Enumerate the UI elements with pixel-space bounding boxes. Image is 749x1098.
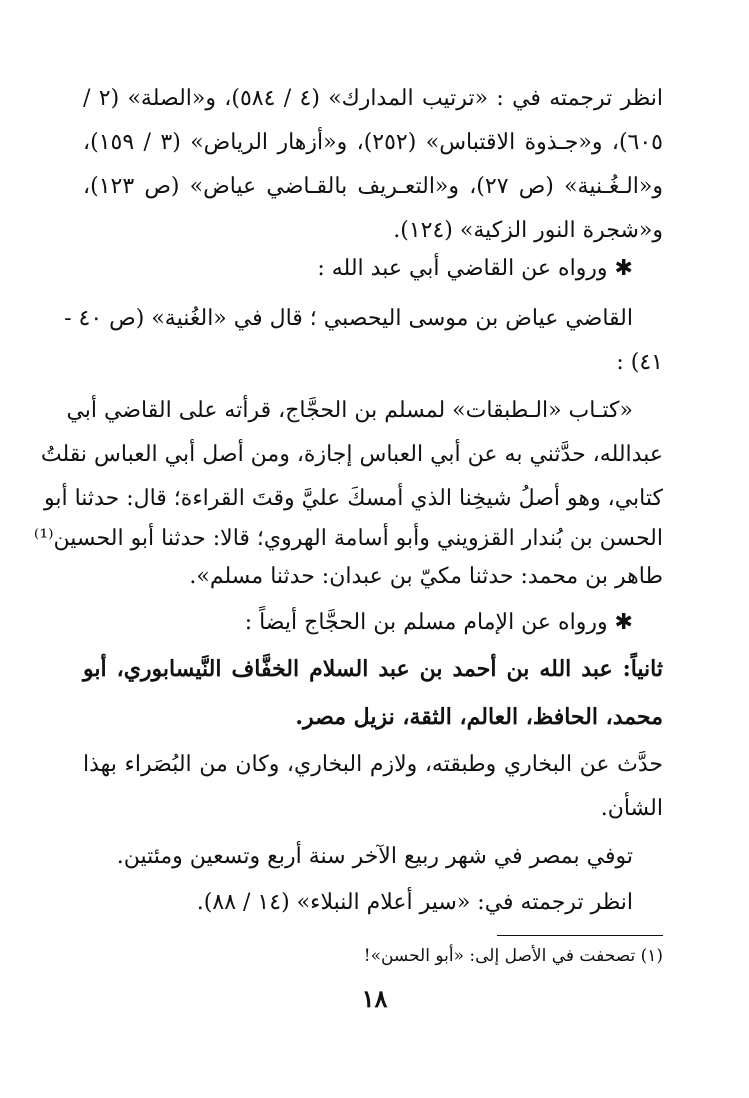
quote-line-3: كتابي، وهو أصلُ شيخِنا الذي أمسكَ عليَّ وقتَ القراءة؛ قال: حدثنا أبو <box>44 486 663 511</box>
text-line-3: و«الـغُـنية» (ص ٢٧)، و«التعـريف بالقـاضي عياض» (ص ١٢٣)، <box>83 174 664 199</box>
section-heading-1: ✱ ورواه عن القاضي أبي عبد الله : <box>317 256 633 281</box>
text-line-4: و«شجرة النور الزكية» (١٢٤). <box>393 218 663 243</box>
page-number: ١٨ <box>361 984 388 1013</box>
quote-line-2: عبدالله، حدَّثني به عن أبي العباس إجازة، ومن أصل أبي العباس نقلتُ <box>40 442 663 467</box>
section-heading-2: ✱ ورواه عن الإمام مسلم بن الحجَّاج أيضاً : <box>244 610 633 635</box>
footnote-divider <box>497 935 663 936</box>
footnote: (١) تصحفت في الأصل إلى: «أبو الحسن»! <box>363 946 663 966</box>
text-line-6: القاضي عياض بن موسى اليحصبي ؛ قال في «الغُنية» (ص ٤٠ - <box>64 306 633 331</box>
text-line-1: انظر ترجمته في : «ترتيب المدارك» (٤ / ٥٨٤)، و«الصلة» (٢ / <box>83 86 663 111</box>
quote-line-4: الحسن بن بُندار القزويني وأبو أسامة الهروي؛ قالا: حدثنا أبو الحسين⁽¹⁾ <box>33 526 663 551</box>
text-line-7: ٤١) : <box>616 350 663 375</box>
biography-line-1: حدَّث عن البخاري وطبقته، ولازم البخاري، وكان من البُصَراء بهذا <box>83 752 663 777</box>
quote-line-5: طاهر بن محمد: حدثنا مكيّ بن عبدان: حدثنا مسلم». <box>189 564 663 589</box>
death-date-line: توفي بمصر في شهر ربيع الآخر سنة أربع وتسعين ومئتين. <box>116 844 633 869</box>
biography-heading-line-2: محمد، الحافظ، العالم، الثقة، نزيل مصر. <box>295 704 663 730</box>
reference-line: انظر ترجمته في: «سير أعلام النبلاء» (١٤ / ٨٨). <box>196 890 633 915</box>
quote-line-1: «كتـاب «الـطبقات» لمسلم بن الحجَّاج، قرأته على القاضي أبي <box>66 398 633 423</box>
biography-heading-line-1: ثانياً: عبد الله بن أحمد بن عبد السلام الخفَّاف النَّيسابوري، أبو <box>83 656 663 682</box>
text-line-2: ٦٠٥)، و«جـذوة الاقتباس» (٢٥٢)، و«أزهار الرياض» (٣ / ١٥٩)، <box>83 130 663 155</box>
biography-line-2: الشأن. <box>600 796 663 821</box>
